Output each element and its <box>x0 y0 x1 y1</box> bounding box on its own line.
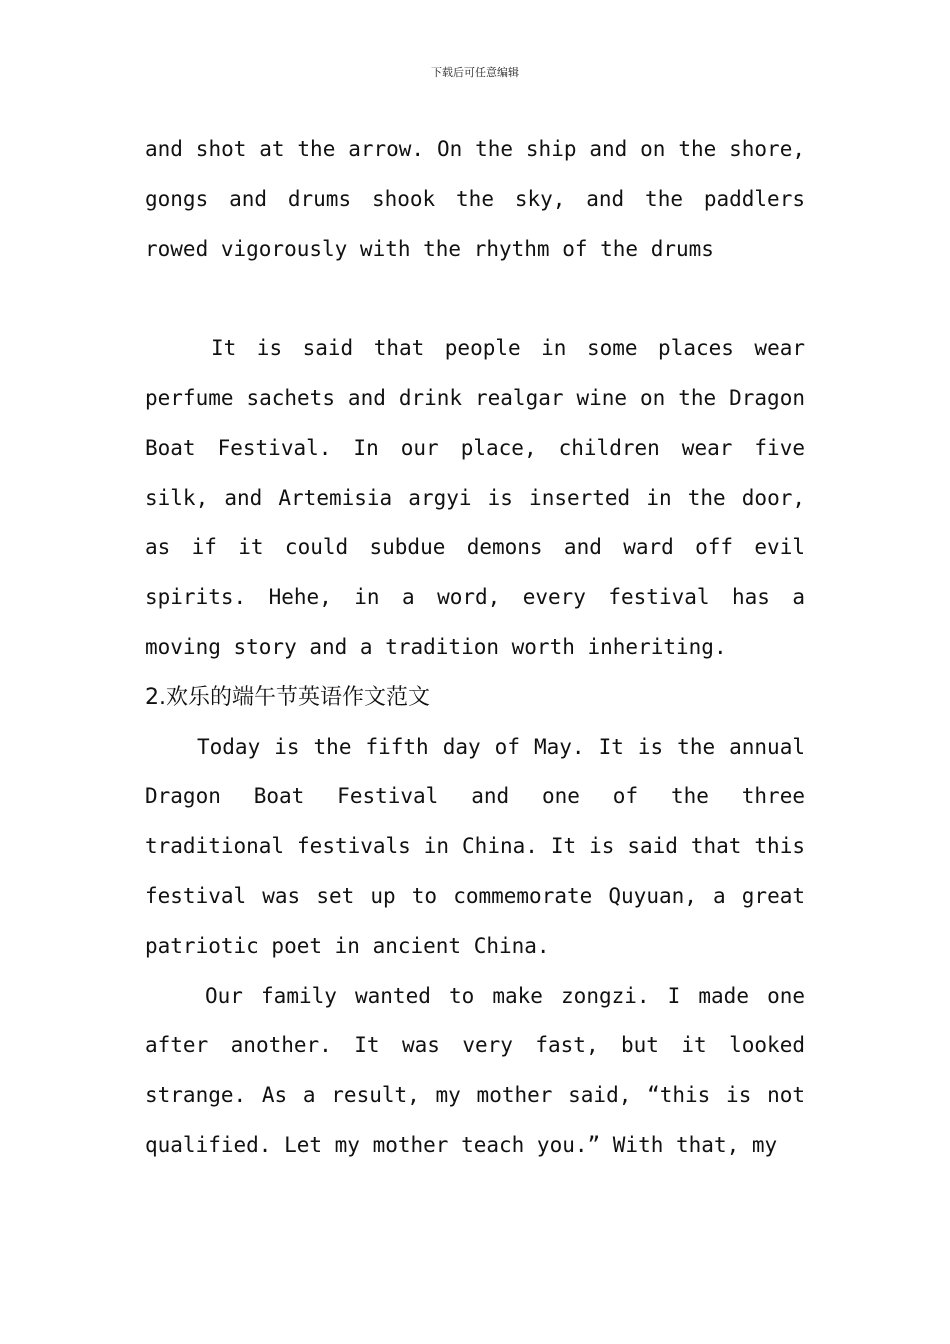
paragraph-zongzi: Our family wanted to make zongzi. I made one after another. It was very fast, but it looked strange. As a result, my mother said, “this is not qualified. Let my mother teach you.” With that, my <box>145 983 805 1157</box>
paragraph-spacer <box>145 274 805 324</box>
paragraph-continuation: and shot at the arrow. On the ship and on the shore, gongs and drums shook the sky, and the paddlers rowed vigorously with the rhythm of the drums <box>145 137 805 261</box>
paragraph-intro: Today is the fifth day of May. It is the annual Dragon Boat Festival and one of the three traditional festivals in China. It is said that this festival was set up to commemorate Quyuan, a great patriotic poet in ancient China. <box>145 734 805 958</box>
paragraph-customs: It is said that people in some places wear perfume sachets and drink realgar wine on the Dragon Boat Festival. In our place, children wear five silk, and Artemisia argyi is inserted in the door, as if it could subdue demons and ward off evil spirits. Hehe, in a word, every festival has a moving story and a tradition worth inheriting. <box>145 336 805 659</box>
page-header: 下载后可任意编辑 <box>431 66 519 79</box>
section-heading: 2.欢乐的端午节英语作文范文 <box>145 684 430 710</box>
document-body <box>145 125 805 1171</box>
